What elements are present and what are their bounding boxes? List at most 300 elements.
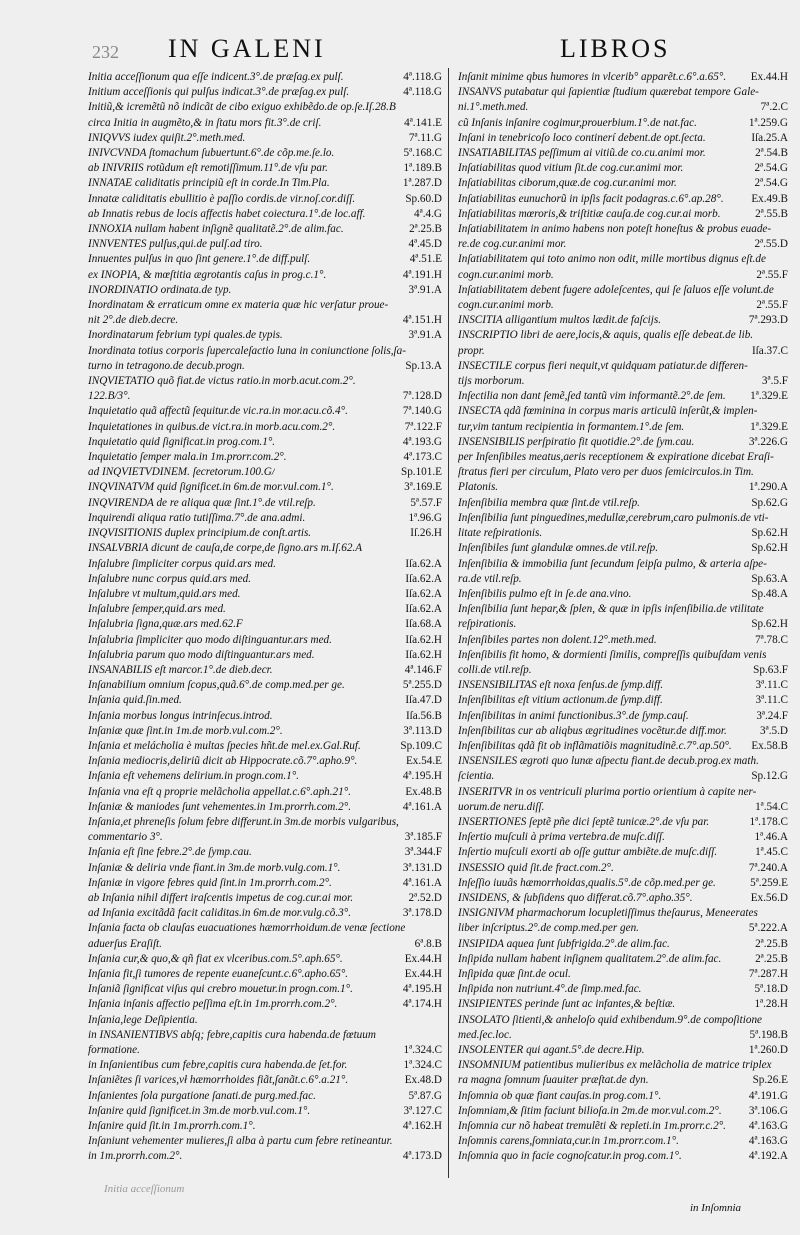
entry-text: colli.de vtil.reſp. <box>458 663 532 676</box>
index-entry <box>88 328 442 343</box>
entry-text: Inquietationes in quibus.de vict.ra.in morb.acu.com.2°. <box>88 420 336 433</box>
entry-text: Inſanabilium omnium ſcopus,quã.6°.de comp.med.per ge. <box>88 679 345 692</box>
index-entry <box>88 161 442 176</box>
entry-text: liber inſcriptus.2°.de comp.med.per gen. <box>458 922 639 935</box>
entry-text: ad INQVIETVDINEM. ſecretorum.100.G/ <box>88 466 275 479</box>
index-entry <box>458 663 788 678</box>
page-number: 232 <box>92 42 119 62</box>
entry-text: Inſalubre ſemper,quid.ars med. <box>88 603 226 616</box>
entry-reference: 3ª.106.G <box>748 1104 788 1117</box>
index-entry <box>458 374 788 389</box>
entry-reference: Ex.44.H <box>750 71 788 83</box>
entry-text: Inſania eſt ſine febre.2°.de ſymp.cau. <box>88 846 252 859</box>
entry-text: Inſomnia quo in facie cognoſcatur.in prog.com.1°. <box>458 1150 682 1163</box>
index-entry <box>88 1149 442 1164</box>
index-entry <box>458 541 788 556</box>
entry-text: ra.de vtil.reſp. <box>458 572 522 585</box>
entry-text: Inſenſibilis pulmo eſt in ſe.de ana.vino. <box>458 587 632 600</box>
entry-reference: Sp.62.H <box>751 542 788 555</box>
entry-reference <box>785 283 788 298</box>
entry-reference: Iſa.56.B <box>405 709 442 722</box>
index-entry <box>88 480 442 495</box>
entry-reference: 2ª.55.F <box>756 299 788 312</box>
entry-reference <box>439 298 442 313</box>
entry-reference: 5ª.57.F <box>410 496 442 509</box>
entry-reference: 3ª.5.F <box>761 375 788 388</box>
entry-reference: 2ª.25.B <box>409 223 442 236</box>
index-entry <box>88 572 442 587</box>
entry-text: Inſenſibilitas cur ab aliqbus ægritudines vocẽtur.de diff.mor. <box>458 724 727 737</box>
entry-text: INSCRIPTIO libri de aere,locis,& aquis, qualis eſſe debeat.de lib. <box>458 329 754 342</box>
entry-reference: 4ª.195.H <box>402 983 442 996</box>
entry-reference: 7ª.128.D <box>402 390 442 403</box>
entry-reference: 1ª.54.C <box>755 800 788 813</box>
entry-reference: Iſa.62.H <box>405 648 442 661</box>
entry-reference: Sp.63.F <box>753 663 788 676</box>
entry-reference: 4ª.163.G <box>748 1135 788 1148</box>
entry-text: re.de cog.cur.animi mor. <box>458 238 567 251</box>
index-entry <box>458 298 788 313</box>
entry-reference <box>785 602 788 617</box>
entry-text: ſcientia. <box>458 770 495 783</box>
entry-text: Inſenſibilitas qdã fit ob inflãmatiõis magnitudinẽ.c.7°.ap.50°. <box>458 739 732 752</box>
index-entry <box>458 1073 788 1088</box>
entry-text: Inquietatio ſemper mala.in 1m.prorr.com.2°. <box>88 451 287 464</box>
index-entry <box>458 678 788 693</box>
index-entry <box>88 724 442 739</box>
entry-text: INSENSIBILITAS eſt noxa ſenſus.de ſymp.diff. <box>458 679 664 692</box>
index-entry <box>88 283 442 298</box>
entry-text: Inordinatam & erraticum omne ex materia quæ hic verſatur proue- <box>88 299 389 312</box>
entry-text: Inquietatio quid ſignificat.in prog.com.1°. <box>88 435 276 448</box>
entry-text: Inſeſſio iuuãs hæmorrhoidas,qualis.5°.de cõp.med.per ge. <box>458 876 716 889</box>
entry-reference: 3ª.178.D <box>402 907 442 920</box>
entry-reference: 4ª.173.D <box>402 1150 442 1163</box>
index-entry <box>88 906 442 921</box>
index-entry <box>458 587 788 602</box>
index-entry <box>458 709 788 724</box>
entry-text: INORDINATIO ordinata.de typ. <box>88 283 232 296</box>
entry-text: in 1m.prorrh.com.2°. <box>88 1150 183 1163</box>
entry-text: commentario 3°. <box>88 831 163 844</box>
entry-reference <box>439 541 442 556</box>
entry-reference: Iſa.37.C <box>751 344 788 357</box>
index-entry <box>458 313 788 328</box>
entry-reference: Iſa.25.A <box>751 131 788 144</box>
entry-reference <box>785 222 788 237</box>
entry-text: med.ſec.loc. <box>458 1028 512 1041</box>
entry-reference: 1ª.287.D <box>402 177 442 190</box>
entry-reference: 2ª.55.D <box>754 238 788 251</box>
index-entry <box>458 420 788 435</box>
entry-reference: 7ª.240.A <box>748 861 788 874</box>
entry-text: 122.B/3°. <box>88 390 131 403</box>
index-entry <box>88 511 442 526</box>
entry-text: Inquirendi aliqua ratio tutiſſima.7°.de ana.admi. <box>88 511 306 524</box>
entry-text: Platonis. <box>458 481 499 494</box>
entry-text: cogn.cur.animi morb. <box>458 268 554 281</box>
entry-text: Inſenſibilitas eſt vitium actionum.de ſymp.diff. <box>458 694 663 707</box>
index-entry <box>88 1104 442 1119</box>
entry-text: Innatæ caliditatis ebullitio è paſſio cordis.de vir.noſ.cor.diſſ. <box>88 192 356 205</box>
index-entry <box>88 131 442 146</box>
entry-reference: Sp.48.A <box>751 587 788 600</box>
index-entry <box>458 116 788 131</box>
index-entry <box>458 572 788 587</box>
index-entry <box>458 176 788 191</box>
index-entry <box>88 587 442 602</box>
index-entry <box>458 450 788 465</box>
entry-text: INNATAE caliditatis principiũ eſt in corde.In Tim.Pla. <box>88 177 330 190</box>
entry-text: Inſatiabilitas ciborum,quæ.de cog.cur.animi mor. <box>458 177 677 190</box>
index-entry <box>458 511 788 526</box>
index-entry <box>88 952 442 967</box>
index-entry <box>88 344 442 359</box>
index-entry <box>458 648 788 663</box>
entry-reference: Iſa.47.D <box>405 694 442 707</box>
entry-reference <box>785 465 788 480</box>
index-entry <box>458 70 788 85</box>
index-entry <box>88 602 442 617</box>
index-entry <box>88 435 442 450</box>
entry-reference: 4ª.195.H <box>402 770 442 783</box>
entry-reference: 4ª.118.G <box>403 86 442 99</box>
entry-text: propr. <box>458 344 485 357</box>
entry-text: Inſomnia cur nõ habeat tremulẽti & repleti.in 1m.prorr.c.2°. <box>458 1120 726 1133</box>
entry-reference: Iſa.62.H <box>405 633 442 646</box>
entry-reference: 3ª.185.F <box>404 831 442 844</box>
entry-reference: 3ª.131.D <box>402 861 442 874</box>
index-entry <box>88 633 442 648</box>
entry-reference: 5ª.18.D <box>754 983 788 996</box>
index-entry <box>458 633 788 648</box>
index-entry <box>88 557 442 572</box>
entry-text: INSECTA qdã fœminina in corpus maris articulũ inſerũt,& implen- <box>458 405 758 418</box>
index-entry <box>88 921 442 936</box>
entry-reference: 2ª.55.B <box>755 207 788 220</box>
entry-reference: 3ª.24.F <box>756 709 788 722</box>
entry-reference: 4ª.192.A <box>748 1150 788 1163</box>
entry-text: in INSANIENTIBVS abſq; febre,capitis cura habenda.de fœtuum <box>88 1028 376 1041</box>
index-entry <box>458 557 788 572</box>
entry-text: cogn.cur.animi morb. <box>458 299 554 312</box>
entry-text: Inſaniã ſignificat viſus qui crebro mouetur.in progn.com.1°. <box>88 983 353 996</box>
entry-text: INSENSIBILIS perſpiratio fit quotidie.2°.de ſym.cau. <box>458 435 695 448</box>
entry-reference: 3ª.91.A <box>408 283 442 296</box>
entry-reference: 4ª.118.G <box>403 71 442 83</box>
entry-text: Inſanire quid ſit.in 1m.prorrh.com.1°. <box>88 1120 256 1133</box>
entry-reference: 1ª.260.D <box>748 1044 788 1056</box>
entry-reference: Sp.101.E <box>400 466 442 479</box>
entry-reference: Ex.49.B <box>751 192 788 205</box>
index-entry <box>458 921 788 936</box>
entry-text: INSATIABILITAS peſſimum ai vitiũ.de co.cu.animi mor. <box>458 147 706 160</box>
entry-text: Inſania fit,ſi tumores de repente euaneſcunt.c.6°.apho.65°. <box>88 967 349 980</box>
entry-reference <box>785 1058 788 1073</box>
entry-text: ſtratus fieri per circulum, Plato vero per duos ſemicirculos.in Tim. <box>458 466 754 479</box>
index-entry <box>458 861 788 876</box>
index-entry <box>458 192 788 207</box>
entry-reference: 1ª.329.E <box>750 420 788 433</box>
index-entry <box>458 100 788 115</box>
entry-text: Inſomnia ob quæ fiant cauſas.in prog.com.1°. <box>458 1089 662 1102</box>
entry-reference: Sp.62.G <box>751 496 788 509</box>
index-entry <box>458 480 788 495</box>
index-entry <box>458 1149 788 1164</box>
entry-reference: 1ª.46.A <box>754 831 788 844</box>
index-entry <box>88 1134 442 1149</box>
entry-reference: 1ª.290.A <box>748 481 788 494</box>
entry-text: Inſectilia non dant ſemẽ,ſed tantũ vim informantẽ.2°.de ſem. <box>458 390 726 403</box>
index-entry <box>88 70 442 85</box>
entry-reference: Iſa.62.A <box>405 557 442 570</box>
entry-text: Inſalubria ſigna,quæ.ars med.62.F <box>88 618 243 631</box>
entry-text: INSCITIA alligantium multos lædit.de faſcijs. <box>458 314 662 327</box>
index-column-left <box>88 70 442 1165</box>
entry-reference: 3ª.127.C <box>403 1104 442 1117</box>
index-column-right <box>458 70 788 1165</box>
index-entry <box>458 465 788 480</box>
entry-reference: Sp.26.E <box>752 1074 788 1087</box>
entry-text: Inordinatarum febrium typi quales.de typis. <box>88 329 283 342</box>
index-entry <box>88 541 442 556</box>
index-entry <box>88 207 442 222</box>
entry-reference: 1ª.96.G <box>408 511 442 524</box>
entry-reference: 7ª.293.D <box>748 314 788 327</box>
entry-reference: 4ª.191.H <box>402 268 442 281</box>
index-entry <box>458 237 788 252</box>
index-entry <box>88 450 442 465</box>
index-entry <box>458 617 788 632</box>
entry-reference: 2ª.54.G <box>754 177 788 190</box>
entry-reference: 4ª.193.G <box>402 435 442 448</box>
entry-reference: 5ª.259.E <box>750 876 788 889</box>
index-entry <box>88 663 442 678</box>
entry-reference: Ex.48.D <box>404 1074 442 1087</box>
index-entry <box>458 830 788 845</box>
entry-reference: Ex.48.B <box>405 785 442 798</box>
entry-reference: 2ª.25.B <box>755 937 788 950</box>
entry-text: Inſania eſt vehemens delirium.in progn.com.1°. <box>88 770 299 783</box>
entry-reference <box>785 785 788 800</box>
index-entry <box>88 389 442 404</box>
entry-reference: Iſa.62.A <box>405 587 442 600</box>
entry-reference: 3ª.169.E <box>404 481 442 494</box>
index-entry <box>88 374 442 389</box>
index-entry <box>458 602 788 617</box>
index-entry <box>88 982 442 997</box>
entry-reference: Iſa.62.A <box>405 572 442 585</box>
entry-reference: 4ª.151.H <box>402 314 442 327</box>
entry-text: INSOLATO ſitienti,& anheloſo quid exhibendum.9°.de compoſitione <box>458 1013 763 1026</box>
entry-reference: 3ª.226.G <box>748 435 788 448</box>
entry-text: aduerſus Eraſiſt. <box>88 937 162 950</box>
index-entry <box>88 693 442 708</box>
index-entry <box>88 222 442 237</box>
entry-text: circa Initia in augmẽto,& in ſtatu mors fit.3°.de criſ. <box>88 116 322 129</box>
entry-reference: 4ª.173.C <box>403 451 442 464</box>
entry-text: Inſenſibiles ſunt glandulæ omnes.de vtil.reſp. <box>458 542 659 555</box>
entry-text: Inſania facta ob clauſas euacuationes hæmorrhoidum.de venæ ſectione <box>88 922 406 935</box>
entry-text: in Inſanientibus cum febre,capitis cura habenda.de ſet.for. <box>88 1059 348 1072</box>
entry-reference: 7ª.122.F <box>404 420 442 433</box>
index-entry <box>88 116 442 131</box>
entry-reference: Sp.62.H <box>751 618 788 631</box>
entry-text: INSIPIENTES perinde ſunt ac infantes,& beſtiæ. <box>458 998 676 1011</box>
entry-text: tijs morborum. <box>458 375 525 388</box>
entry-reference: 5ª.222.A <box>748 922 788 935</box>
entry-text: Inſania quid.ſin.med. <box>88 694 182 707</box>
index-entry <box>88 176 442 191</box>
entry-text: tur,vim tantum recipientia in formantem.1°.de ſem. <box>458 420 685 433</box>
entry-reference <box>439 374 442 389</box>
entry-text: nit 2°.de dieb.decre. <box>88 314 179 327</box>
entry-text: INQVISITIONIS duplex principium.de conſt.artis. <box>88 527 312 540</box>
entry-text: Inſania et melácholia è multas ſpecies hñt.de mel.ex.Gal.Ruf. <box>88 739 361 752</box>
entry-reference: 5ª.255.D <box>402 679 442 692</box>
index-entry <box>458 967 788 982</box>
index-entry <box>458 891 788 906</box>
entry-text: Inſalubria ſimpliciter quo modo diſtinguantur.ars med. <box>88 633 332 646</box>
entry-reference: 1ª.329.E <box>750 390 788 403</box>
entry-text: turno in tetragono.de decub.progn. <box>88 359 245 372</box>
index-entry <box>458 876 788 891</box>
index-entry <box>88 404 442 419</box>
index-entry <box>458 1119 788 1134</box>
entry-reference: 4ª.174.H <box>402 998 442 1011</box>
index-entry <box>88 967 442 982</box>
index-entry <box>458 222 788 237</box>
entry-reference: 4ª.163.G <box>748 1120 788 1133</box>
index-entry <box>88 891 442 906</box>
entry-reference: Ex.54.E <box>405 755 442 768</box>
entry-reference: 3ª.5.D <box>760 724 788 737</box>
entry-reference <box>785 252 788 267</box>
entry-reference: 5ª.198.B <box>749 1028 788 1041</box>
entry-text: Inſertio muſculi exorti ab oſſe guttur ambiẽte.de muſc.diſſ. <box>458 846 718 859</box>
entry-text: Inſenſibiles partes non dolent.12°.meth.med. <box>458 633 657 646</box>
index-entry <box>88 845 442 860</box>
running-title-right: LIBROS <box>560 34 671 63</box>
entry-reference: 4ª.45.D <box>408 238 442 251</box>
index-entry <box>458 359 788 374</box>
entry-text: INSESSIO quid ſit.de fract.com.2°. <box>458 861 614 874</box>
entry-reference <box>785 450 788 465</box>
entry-reference: 1ª.28.H <box>754 998 788 1011</box>
index-entry <box>458 131 788 146</box>
index-entry <box>458 283 788 298</box>
index-entry <box>88 1119 442 1134</box>
index-entry <box>458 1089 788 1104</box>
entry-reference: 4ª.146.F <box>404 663 442 676</box>
index-entry <box>458 146 788 161</box>
entry-reference: 3ª.11.C <box>755 679 788 692</box>
entry-reference: 2ª.55.F <box>756 268 788 281</box>
entry-text: Inſatiabilitatem qui toto animo non odit, mille mortibus dignus eſt.de <box>458 253 766 266</box>
entry-text: Inſaniæ in vigore febres quid ſint.in 1m.prorrh.com.2°. <box>88 876 332 889</box>
entry-text: Inſania inſanis affectio peſſima eſt.in 1m.prorrh.com.2°. <box>88 998 338 1011</box>
entry-reference <box>439 921 442 936</box>
index-entry <box>458 435 788 450</box>
entry-reference: 1ª.259.G <box>748 116 788 129</box>
entry-reference: Ex.44.H <box>404 952 442 965</box>
entry-reference: 2ª.52.D <box>408 891 442 904</box>
index-entry <box>88 1089 442 1104</box>
entry-text: INSECTILE corpus fieri nequit,vt quidquam patiatur.de differen- <box>458 359 748 372</box>
entry-reference: 1ª.324.C <box>403 1059 442 1072</box>
page-header <box>0 28 800 68</box>
entry-text: INSOMNIUM patientibus mulieribus ex melãcholia de matrice triplex <box>458 1059 772 1072</box>
entry-text: Inſania,lege Deſipientia. <box>88 1013 198 1026</box>
index-entry <box>88 876 442 891</box>
entry-text: Inſenſibilitas in animi functionibus.3°.de ſymp.cauſ. <box>458 709 689 722</box>
index-entry <box>458 997 788 1012</box>
entry-text: ab Inſania nihil differt iraſcentis impetus de cog.cur.ai mor. <box>88 891 354 904</box>
entry-reference: 5ª.87.G <box>408 1089 442 1102</box>
entry-reference: Sp.63.A <box>751 572 788 585</box>
entry-reference: Iſa.68.A <box>405 618 442 631</box>
index-entry <box>458 800 788 815</box>
entry-text: ra magna ſomnum ſuauiter præſtat.de dyn. <box>458 1074 649 1087</box>
entry-text: ex INOPIA, & mœſtitia ægrotantis caſus in prog.c.1°. <box>88 268 327 281</box>
entry-text: Inſomniam,& ſitim faciunt bilioſa.in 2m.de mor.vul.com.2°. <box>458 1104 722 1117</box>
entry-text: cũ Inſanis inſanire cogimur,prouerbium.1°.de nat.fac. <box>458 116 697 129</box>
entry-reference <box>439 344 442 359</box>
index-entry <box>88 1028 442 1043</box>
index-entry <box>458 328 788 343</box>
entry-reference: Sp.13.A <box>405 359 442 372</box>
entry-reference: 1ª.45.C <box>755 846 788 859</box>
index-entry <box>458 815 788 830</box>
entry-reference: 3ª.11.C <box>755 694 788 707</box>
entry-text: INIQVVS iudex quiſit.2°.meth.med. <box>88 131 246 144</box>
index-entry <box>88 237 442 252</box>
entry-text: Inſomnis carens,ſomniata,cur.in 1m.prorr.com.1°. <box>458 1135 679 1148</box>
index-entry <box>458 724 788 739</box>
entry-reference <box>785 906 788 921</box>
entry-reference <box>439 815 442 830</box>
entry-text: Inſatiabilitatem in animo habens non poteſt honeſtus & probus euade- <box>458 223 772 236</box>
entry-text: INSANABILIS eſt marcor.1°.de dieb.decr. <box>88 663 273 676</box>
index-entry <box>458 1028 788 1043</box>
entry-text: Inſaniunt vehementer mulieres,ſi alba à partu cum febre retineantur. <box>88 1135 393 1148</box>
entry-reference: 4ª.161.A <box>402 800 442 813</box>
entry-text: INSANVS putabatur qui ſapientiæ ſtudium quærebat tempore Gale- <box>458 86 759 99</box>
entry-reference: 3ª.91.A <box>408 329 442 342</box>
entry-text: per Inſenſibiles meatus,aeris receptionem & expiratione dicebat Eraſi- <box>458 451 774 464</box>
entry-reference: 4ª.161.A <box>402 876 442 889</box>
entry-text: Inſenſibilia ſunt hepar,& ſplen, & quæ in ipſis inſenſibilia.de vtilitate <box>458 603 764 616</box>
index-entry <box>88 769 442 784</box>
entry-text: Initiũ,& icremẽtũ nõ indicãt de cibo exiguo exhibẽdo.de op.ſe.Iſ.28.B <box>88 101 396 114</box>
entry-reference <box>785 85 788 100</box>
entry-text: Inordinata totius corporis ſupercaleſactio luna in coniunctione ſolis,ſa- <box>88 344 406 357</box>
entry-reference: 4ª.191.G <box>748 1089 788 1102</box>
index-entry <box>88 739 442 754</box>
entry-reference: 7ª.140.G <box>402 405 442 418</box>
entry-reference: 7ª.287.H <box>748 967 788 980</box>
entry-text: Inſania mediocris,deliriũ dicit ab Hippocrate.cõ.7°.apho.9°. <box>88 755 358 768</box>
index-entry <box>458 1058 788 1073</box>
index-entry <box>458 769 788 784</box>
entry-text: Inſatiabilitas mœroris,& triſtitiæ cauſa.de cog.cur.ai morb. <box>458 207 721 220</box>
entry-reference <box>439 1134 442 1149</box>
entry-text: Inſertio muſculi à prima vertebra.de muſc.diſſ. <box>458 831 665 844</box>
index-entry <box>88 709 442 724</box>
entry-reference <box>785 404 788 419</box>
index-entry <box>88 815 442 830</box>
entry-reference <box>439 100 442 115</box>
